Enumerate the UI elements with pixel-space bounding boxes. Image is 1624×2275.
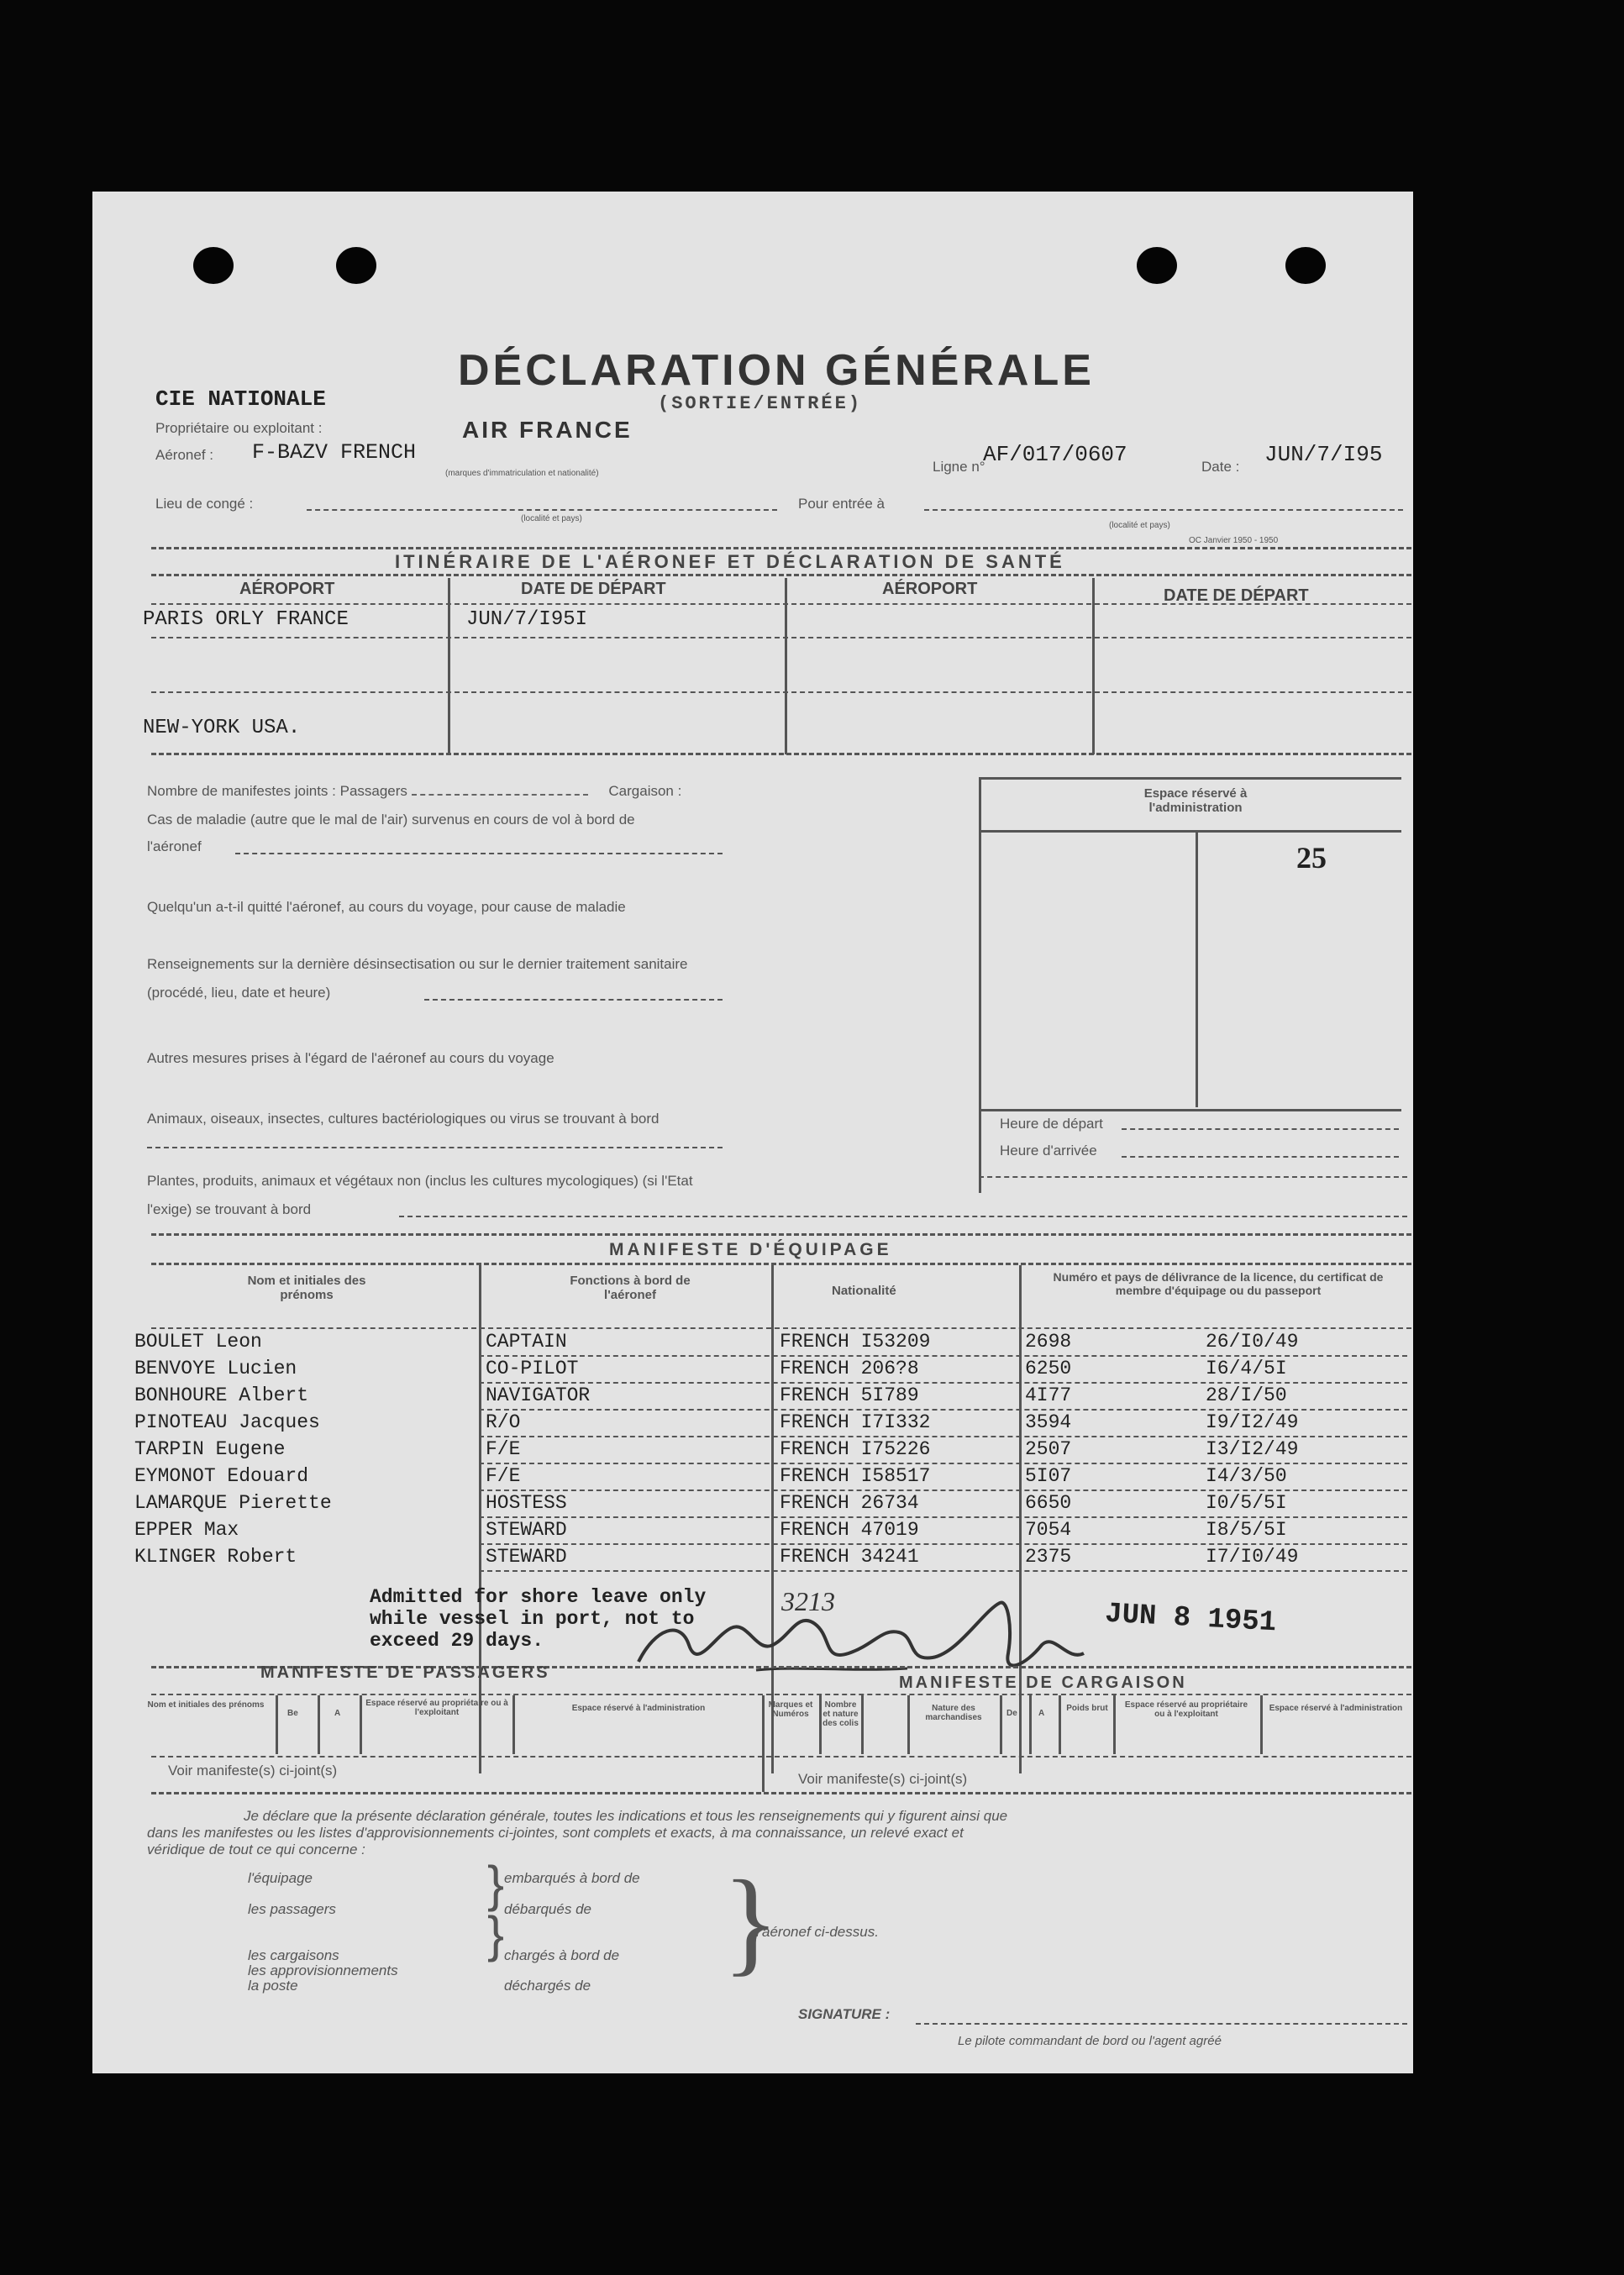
cargo-col bbox=[1059, 1695, 1061, 1754]
disinsection-label-cont: (procédé, lieu, date et heure) bbox=[147, 985, 331, 1001]
admin-box-left-edge bbox=[979, 1109, 981, 1193]
cargo-col bbox=[907, 1695, 910, 1754]
plants-label: Plantes, produits, animaux et végétaux non (inclus les cultures mycologiques) (si l'Etat bbox=[147, 1173, 693, 1189]
punch-hole bbox=[1285, 247, 1326, 284]
passenger-col bbox=[360, 1695, 362, 1754]
crew-name: BENVOYE Lucien bbox=[134, 1358, 297, 1379]
declaration-text-line2: dans les manifestes ou les listes d'approvisionnements ci-jointes, sont complets et exacts, à ma connaissance, un relevé exact et bbox=[147, 1825, 964, 1841]
flight-number: AF/017/0607 bbox=[983, 442, 1127, 467]
declaration-aircraft: l'aéronef ci-dessus. bbox=[756, 1924, 879, 1940]
crew-name: TARPIN Eugene bbox=[134, 1438, 286, 1460]
crew-nationality: FRENCH 47019 bbox=[780, 1519, 919, 1541]
crew-license-date: I6/4/5I bbox=[1206, 1358, 1287, 1379]
manifests-label bbox=[147, 783, 681, 800]
cargo-header-goods: Nature des marchandises bbox=[925, 1704, 982, 1722]
cargo-col bbox=[861, 1695, 864, 1754]
passenger-header-from: Be bbox=[287, 1709, 298, 1718]
crew-name: EYMONOT Edouard bbox=[134, 1465, 309, 1487]
crew-row-rule bbox=[479, 1355, 1407, 1357]
departure-time-label: Heure de départ bbox=[1000, 1116, 1103, 1132]
crew-function: F/E bbox=[486, 1438, 521, 1460]
itinerary-departure-date: JUN/7/I95I bbox=[466, 608, 588, 631]
crew-header-name: Nom et initiales des prénoms bbox=[247, 1274, 366, 1302]
manifests-cargo-label: Cargaison : bbox=[608, 783, 682, 799]
crew-row-rule bbox=[479, 1409, 1407, 1411]
cargo-header-admin: Espace réservé à l'administration bbox=[1269, 1704, 1403, 1713]
itinerary-airport-origin: PARIS ORLY FRANCE bbox=[143, 608, 349, 631]
crew-license-date: 26/I0/49 bbox=[1206, 1331, 1299, 1353]
cargo-col bbox=[1029, 1695, 1032, 1754]
crew-nationality: FRENCH I58517 bbox=[780, 1465, 931, 1487]
itinerary-top-rule bbox=[151, 547, 1411, 549]
departure-time-line bbox=[1122, 1128, 1399, 1130]
itinerary-header-date: DATE DE DÉPART bbox=[521, 580, 666, 598]
crew-license-number: 4I77 bbox=[1025, 1384, 1072, 1406]
crew-nationality: FRENCH 5I789 bbox=[780, 1384, 919, 1406]
crew-col-divider bbox=[771, 1265, 774, 1773]
crew-license-number: 6650 bbox=[1025, 1492, 1072, 1514]
arrival-place-note: (localité et pays) bbox=[1109, 521, 1170, 530]
declaration-item-cargo: les cargaisons bbox=[248, 1947, 339, 1963]
passenger-rows-rule bbox=[151, 1756, 1411, 1757]
passenger-header-to: A bbox=[334, 1709, 341, 1718]
crew-license-number: 6250 bbox=[1025, 1358, 1072, 1379]
crew-col-divider bbox=[1019, 1265, 1022, 1773]
manifests-passengers-label: Nombre de manifestes joints : Passagers bbox=[147, 783, 407, 799]
itinerary-row-rule bbox=[151, 691, 1411, 693]
passenger-header-owner: Espace réservé au propriétaire ou à l'exploitant bbox=[365, 1699, 508, 1717]
illness-line bbox=[235, 853, 723, 854]
admin-box-title: Espace réservé à l'administration bbox=[1143, 786, 1248, 815]
signature-note: Le pilote commandant de bord ou l'agent agréé bbox=[958, 2034, 1222, 2048]
passenger-header-name: Nom et initiales des prénoms bbox=[147, 1700, 265, 1710]
crew-header-rule bbox=[151, 1263, 1411, 1265]
punch-hole bbox=[193, 247, 234, 284]
admin-box bbox=[979, 777, 1401, 1111]
owner-label: Propriétaire ou exploitant : bbox=[155, 420, 323, 436]
page-subtitle: (SORTIE/ENTRÉE) bbox=[658, 393, 863, 414]
crew-license-number: 2375 bbox=[1025, 1546, 1072, 1568]
crew-manifest-title: MANIFESTE D'ÉQUIPAGE bbox=[609, 1240, 892, 1259]
crew-name: PINOTEAU Jacques bbox=[134, 1411, 320, 1433]
crew-function: NAVIGATOR bbox=[486, 1384, 591, 1406]
declaration-action-embarked: embarqués à bord de bbox=[504, 1870, 640, 1886]
itinerary-header-airport: AÉROPORT bbox=[239, 580, 335, 598]
crew-license-date: I0/5/5I bbox=[1206, 1492, 1287, 1514]
company-name: CIE NATIONALE bbox=[155, 386, 326, 412]
crew-name: BONHOURE Albert bbox=[134, 1384, 309, 1406]
passenger-col bbox=[276, 1695, 278, 1754]
punch-hole bbox=[1137, 247, 1177, 284]
passenger-see-attached: Voir manifeste(s) ci-joint(s) bbox=[168, 1763, 338, 1778]
declaration-text-line3: véridique de tout ce qui concerne : bbox=[147, 1842, 365, 1857]
passenger-header-admin: Espace réservé à l'administration bbox=[571, 1704, 706, 1713]
passenger-col bbox=[318, 1695, 320, 1754]
crew-license-date: 28/I/50 bbox=[1206, 1384, 1287, 1406]
animals-line bbox=[147, 1147, 723, 1148]
crew-header-function: Fonctions à bord de l'aéronef bbox=[570, 1274, 691, 1302]
cargo-header-packages: Nombre et nature des colis bbox=[823, 1700, 859, 1728]
signature-line bbox=[916, 2023, 1407, 2025]
declaration-action-loaded: chargés à bord de bbox=[504, 1947, 620, 1963]
itinerary-airport-destination: NEW-YORK USA. bbox=[143, 717, 301, 739]
crew-row-rule bbox=[479, 1570, 1407, 1572]
stamp-date: JUN 8 1951 bbox=[1104, 1598, 1277, 1640]
admin-box-divider bbox=[1196, 832, 1198, 1107]
crew-license-number: 7054 bbox=[1025, 1519, 1072, 1541]
declaration-item-supplies: les approvisionnements bbox=[248, 1962, 398, 1978]
crew-nationality: FRENCH I75226 bbox=[780, 1438, 931, 1460]
itinerary-bottom-rule bbox=[151, 753, 1411, 755]
aircraft-value: F-BAZV FRENCH bbox=[252, 440, 417, 465]
crew-header-nationality: Nationalité bbox=[832, 1284, 896, 1298]
crew-nationality: FRENCH 206?8 bbox=[780, 1358, 919, 1379]
shore-leave-stamp-line2: while vessel in port, not to bbox=[370, 1608, 695, 1630]
cargo-header-owner: Espace réservé au propriétaire ou à l'exploitant bbox=[1124, 1700, 1248, 1719]
declaration-item-mail: la poste bbox=[248, 1978, 298, 1994]
crew-license-number: 5I07 bbox=[1025, 1465, 1072, 1487]
illness-label: Cas de maladie (autre que le mal de l'air) survenus en cours de vol à bord de bbox=[147, 812, 635, 828]
crew-top-rule bbox=[151, 1233, 1411, 1236]
declaration-item-crew: l'équipage bbox=[248, 1870, 313, 1886]
declaration-action-unloaded: déchargés de bbox=[504, 1978, 591, 1994]
disinsection-line bbox=[424, 999, 723, 1001]
cargo-header-weight: Poids brut bbox=[1066, 1704, 1108, 1713]
itinerary-title: ITINÉRAIRE DE L'AÉRONEF ET DÉCLARATION DE SANTÉ bbox=[395, 551, 1065, 572]
crew-col-divider bbox=[479, 1265, 481, 1773]
cargo-header-to: A bbox=[1038, 1709, 1045, 1718]
crew-name: EPPER Max bbox=[134, 1519, 239, 1541]
illness-label-cont: l'aéronef bbox=[147, 838, 202, 854]
crew-row-rule bbox=[479, 1516, 1407, 1518]
aircraft-label: Aéronef : bbox=[155, 447, 213, 463]
flight-label: Ligne n° bbox=[933, 459, 985, 475]
cargo-see-attached: Voir manifeste(s) ci-joint(s) bbox=[798, 1771, 968, 1787]
page-title: DÉCLARATION GÉNÉRALE bbox=[458, 346, 1095, 395]
cargo-col bbox=[1000, 1695, 1002, 1754]
crew-nationality: FRENCH I7I332 bbox=[780, 1411, 931, 1433]
crew-column-header-rule bbox=[151, 1327, 1411, 1329]
passenger-bottom-rule bbox=[151, 1792, 1411, 1794]
passenger-manifest-title: MANIFESTE DE PASSAGERS bbox=[260, 1663, 550, 1682]
cargo-manifest-title: MANIFESTE DE CARGAISON bbox=[899, 1673, 1187, 1692]
punch-hole bbox=[336, 247, 376, 284]
arrival-time-line bbox=[1122, 1156, 1399, 1158]
crew-license-date: I3/I2/49 bbox=[1206, 1438, 1299, 1460]
plants-label-cont: l'exige) se trouvant à bord bbox=[147, 1201, 312, 1217]
admin-box-number: 25 bbox=[1296, 841, 1327, 875]
declaration-brace: } } bbox=[487, 1856, 505, 1962]
handwritten-number: 3213 bbox=[781, 1586, 835, 1616]
aircraft-note: (marques d'immatriculation et nationalité) bbox=[445, 469, 599, 478]
passenger-header-rule bbox=[151, 1694, 1411, 1695]
crew-license-date: I7/I0/49 bbox=[1206, 1546, 1299, 1568]
itinerary-header-airport: AÉROPORT bbox=[882, 580, 978, 598]
departure-place-note: (localité et pays) bbox=[521, 514, 582, 523]
crew-nationality: FRENCH I53209 bbox=[780, 1331, 931, 1353]
cargo-col bbox=[1113, 1695, 1116, 1754]
left-aircraft-label: Quelqu'un a-t-il quitté l'aéronef, au cours du voyage, pour cause de maladie bbox=[147, 899, 626, 915]
itinerary-header-date: DATE DE DÉPART bbox=[1164, 586, 1309, 605]
owner-value: AIR FRANCE bbox=[462, 417, 633, 443]
crew-row-rule bbox=[479, 1436, 1407, 1437]
crew-function: STEWARD bbox=[486, 1546, 567, 1568]
crew-function: F/E bbox=[486, 1465, 521, 1487]
crew-header-number: Numéro et pays de délivrance de la licence, du certificat de membre d'équipage ou du passeport bbox=[1053, 1270, 1384, 1297]
itinerary-header-rule bbox=[151, 574, 1411, 576]
crew-row-rule bbox=[479, 1382, 1407, 1384]
crew-function: R/O bbox=[486, 1411, 521, 1433]
admin-box-bottom bbox=[979, 1176, 1407, 1178]
cargo-header-from: De bbox=[1006, 1709, 1017, 1718]
crew-license-date: I4/3/50 bbox=[1206, 1465, 1287, 1487]
itinerary-row-rule bbox=[151, 637, 1411, 638]
crew-name: KLINGER Robert bbox=[134, 1546, 297, 1568]
declaration-big-brace: } bbox=[723, 1857, 780, 1987]
shore-leave-stamp-line1: Admitted for shore leave only bbox=[370, 1586, 707, 1608]
cargo-col bbox=[1260, 1695, 1263, 1754]
arrival-time-label: Heure d'arrivée bbox=[1000, 1143, 1097, 1159]
crew-function: STEWARD bbox=[486, 1519, 567, 1541]
departure-place-line bbox=[307, 509, 777, 511]
crew-function: HOSTESS bbox=[486, 1492, 567, 1514]
declaration-text-line1: Je déclare que la présente déclaration générale, toutes les indications et tous les renseignements qui y figurent ainsi que bbox=[244, 1808, 1008, 1824]
declaration-action-disembarked: débarqués de bbox=[504, 1901, 591, 1917]
arrival-place-line bbox=[924, 509, 1403, 511]
itinerary-row-rule bbox=[151, 603, 1411, 605]
regulation-note: OC Janvier 1950 - 1950 bbox=[1189, 536, 1279, 545]
crew-license-number: 3594 bbox=[1025, 1411, 1072, 1433]
crew-nationality: FRENCH 26734 bbox=[780, 1492, 919, 1514]
crew-function: CO-PILOT bbox=[486, 1358, 579, 1379]
other-measures-label: Autres mesures prises à l'égard de l'aéronef au cours du voyage bbox=[147, 1050, 554, 1066]
cargo-header-marks: Marques et Numéros bbox=[768, 1700, 813, 1719]
shore-leave-stamp-line3: exceed 29 days. bbox=[370, 1630, 544, 1652]
crew-name: BOULET Leon bbox=[134, 1331, 262, 1353]
passenger-col bbox=[512, 1695, 515, 1754]
admin-box-rule bbox=[981, 830, 1401, 833]
crew-license-date: I9/I2/49 bbox=[1206, 1411, 1299, 1433]
crew-function: CAPTAIN bbox=[486, 1331, 567, 1353]
plants-line bbox=[399, 1216, 1407, 1217]
crew-license-number: 2698 bbox=[1025, 1331, 1072, 1353]
crew-name: LAMARQUE Pierette bbox=[134, 1492, 332, 1514]
disinsection-label: Renseignements sur la dernière désinsectisation ou sur le dernier traitement sanitaire bbox=[147, 956, 688, 972]
arrival-place-label: Pour entrée à bbox=[798, 496, 886, 512]
crew-row-rule bbox=[479, 1543, 1407, 1545]
declaration-form bbox=[92, 192, 1413, 2073]
crew-row-rule bbox=[479, 1463, 1407, 1464]
crew-license-number: 2507 bbox=[1025, 1438, 1072, 1460]
crew-row-rule bbox=[479, 1490, 1407, 1491]
signature-label: SIGNATURE : bbox=[798, 2006, 891, 2022]
departure-place-label: Lieu de congé : bbox=[155, 496, 254, 512]
flight-date: JUN/7/I95 bbox=[1264, 442, 1383, 467]
date-label: Date : bbox=[1201, 459, 1240, 475]
manifests-passengers-line bbox=[412, 794, 588, 796]
crew-nationality: FRENCH 34241 bbox=[780, 1546, 919, 1568]
crew-license-date: I8/5/5I bbox=[1206, 1519, 1287, 1541]
declaration-item-passengers: les passagers bbox=[248, 1901, 336, 1917]
animals-label: Animaux, oiseaux, insectes, cultures bactériologiques ou virus se trouvant à bord bbox=[147, 1111, 660, 1127]
